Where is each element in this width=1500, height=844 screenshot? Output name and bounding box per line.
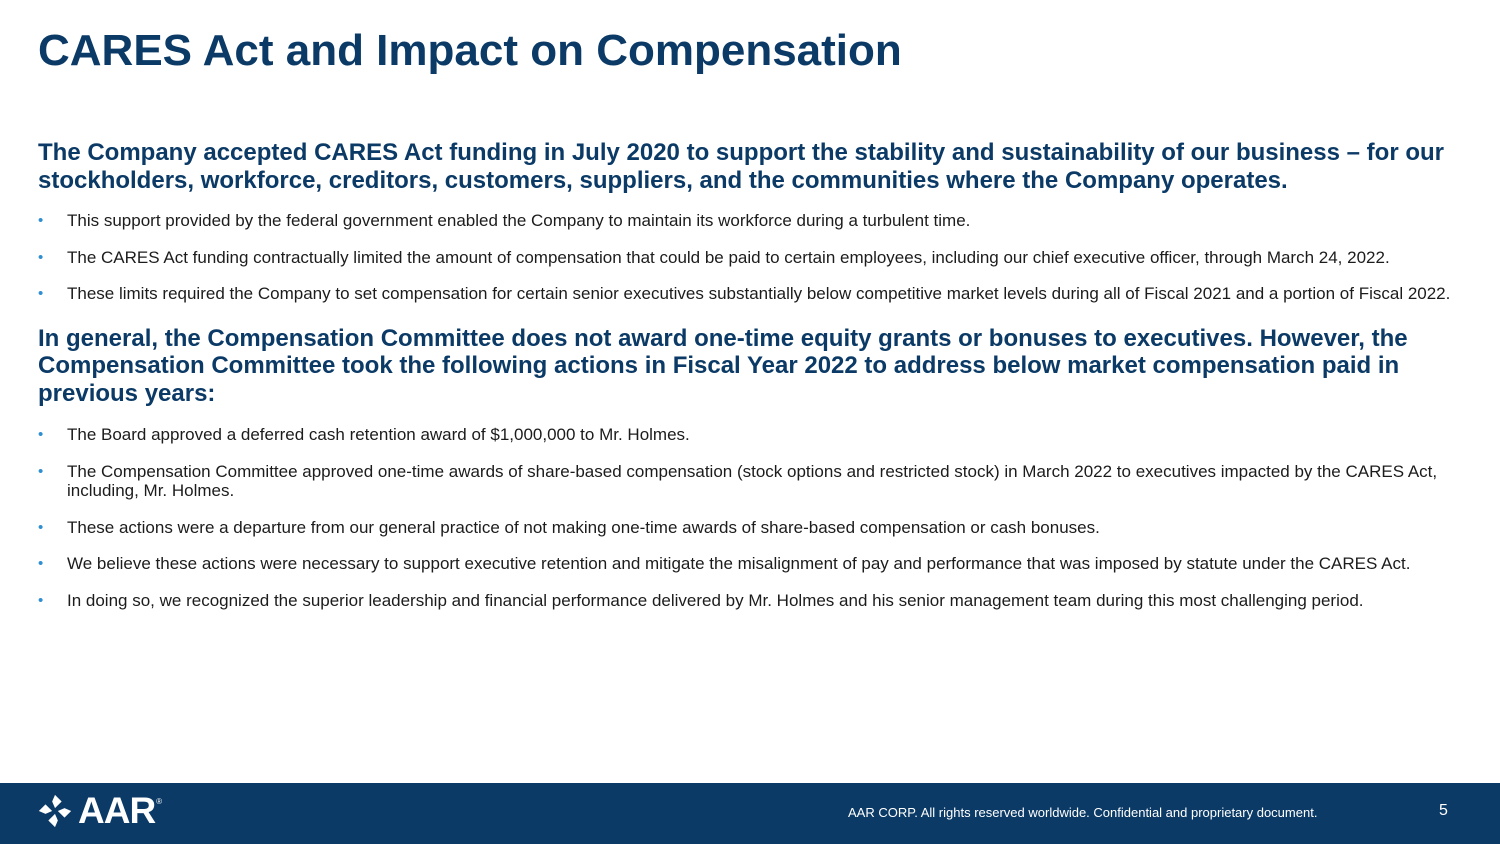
bullet-text: These limits required the Company to set compensation for certain senior executives substantially below competitive market levels during all of Fiscal 2021 and a portion of Fiscal 2022. — [67, 284, 1451, 303]
list-item — [38, 462, 1470, 501]
footer-bar — [0, 783, 1500, 844]
page-number: 5 — [1439, 802, 1448, 819]
bullet-icon: • — [38, 426, 44, 443]
bullet-icon: • — [38, 462, 44, 480]
list-item — [38, 284, 1470, 304]
slide-content — [38, 139, 1470, 610]
bullet-text: This support provided by the federal government enabled the Company to maintain its workforce during a turbulent time. — [67, 211, 971, 230]
bullet-icon: • — [38, 248, 44, 266]
bullet-icon: • — [38, 591, 44, 609]
list-item — [38, 554, 1470, 574]
page-title: CARES Act and Impact on Compensation — [38, 26, 902, 75]
bullet-icon: • — [38, 285, 44, 302]
list-item — [38, 248, 1470, 268]
company-logo — [36, 790, 163, 831]
section-cares-funding — [38, 139, 1470, 304]
bullet-text: These actions were a departure from our general practice of not making one-time awards of share-based compensation or cash bonuses. — [67, 517, 1100, 537]
section-heading: In general, the Compensation Committee does not award one-time equity grants or bonuses to executives. However, the Compensation Committee took the following actions in Fiscal Year 2022 to address below market compensation paid in previous years: — [38, 324, 1408, 407]
aar-pinwheel-logo-icon — [36, 792, 74, 830]
bullet-text: We believe these actions were necessary to support executive retention and mitigate the misalignment of pay and performance that was imposed by statute under the CARES Act. — [67, 554, 1411, 573]
list-item — [38, 425, 1470, 445]
logo-wordmark: AAR — [78, 790, 156, 831]
bullet-list — [38, 211, 1470, 304]
section-committee-actions — [38, 325, 1470, 611]
registered-mark: ® — [156, 797, 163, 806]
bullet-list — [38, 425, 1470, 610]
bullet-text: In doing so, we recognized the superior leadership and financial performance delivered by Mr. Holmes and his senior management team during this most challenging period. — [67, 590, 1364, 610]
copyright-notice: AAR CORP. All rights reserved worldwide. Confidential and proprietary document. — [848, 805, 1318, 820]
list-item — [38, 211, 1470, 231]
bullet-text: The Board approved a deferred cash retention award of $1,000,000 to Mr. Holmes. — [67, 425, 690, 444]
bullet-text: The CARES Act funding contractually limited the amount of compensation that could be paid to certain employees, including our chief executive officer, through March 24, 2022. — [67, 247, 1390, 267]
section-heading: The Company accepted CARES Act funding in July 2020 to support the stability and sustainability of our business – for our stockholders, workforce, creditors, customers, suppliers, and the communities where the Company operates. — [38, 139, 1444, 194]
list-item — [38, 591, 1470, 611]
list-item — [38, 518, 1470, 538]
bullet-icon: • — [38, 555, 44, 572]
bullet-icon: • — [38, 212, 44, 229]
bullet-icon: • — [38, 518, 44, 536]
bullet-text: The Compensation Committee approved one-time awards of share-based compensation (stock options and restricted stock) in March 2022 to executives impacted by the CARES Act, including, Mr. Holmes. — [67, 461, 1438, 500]
